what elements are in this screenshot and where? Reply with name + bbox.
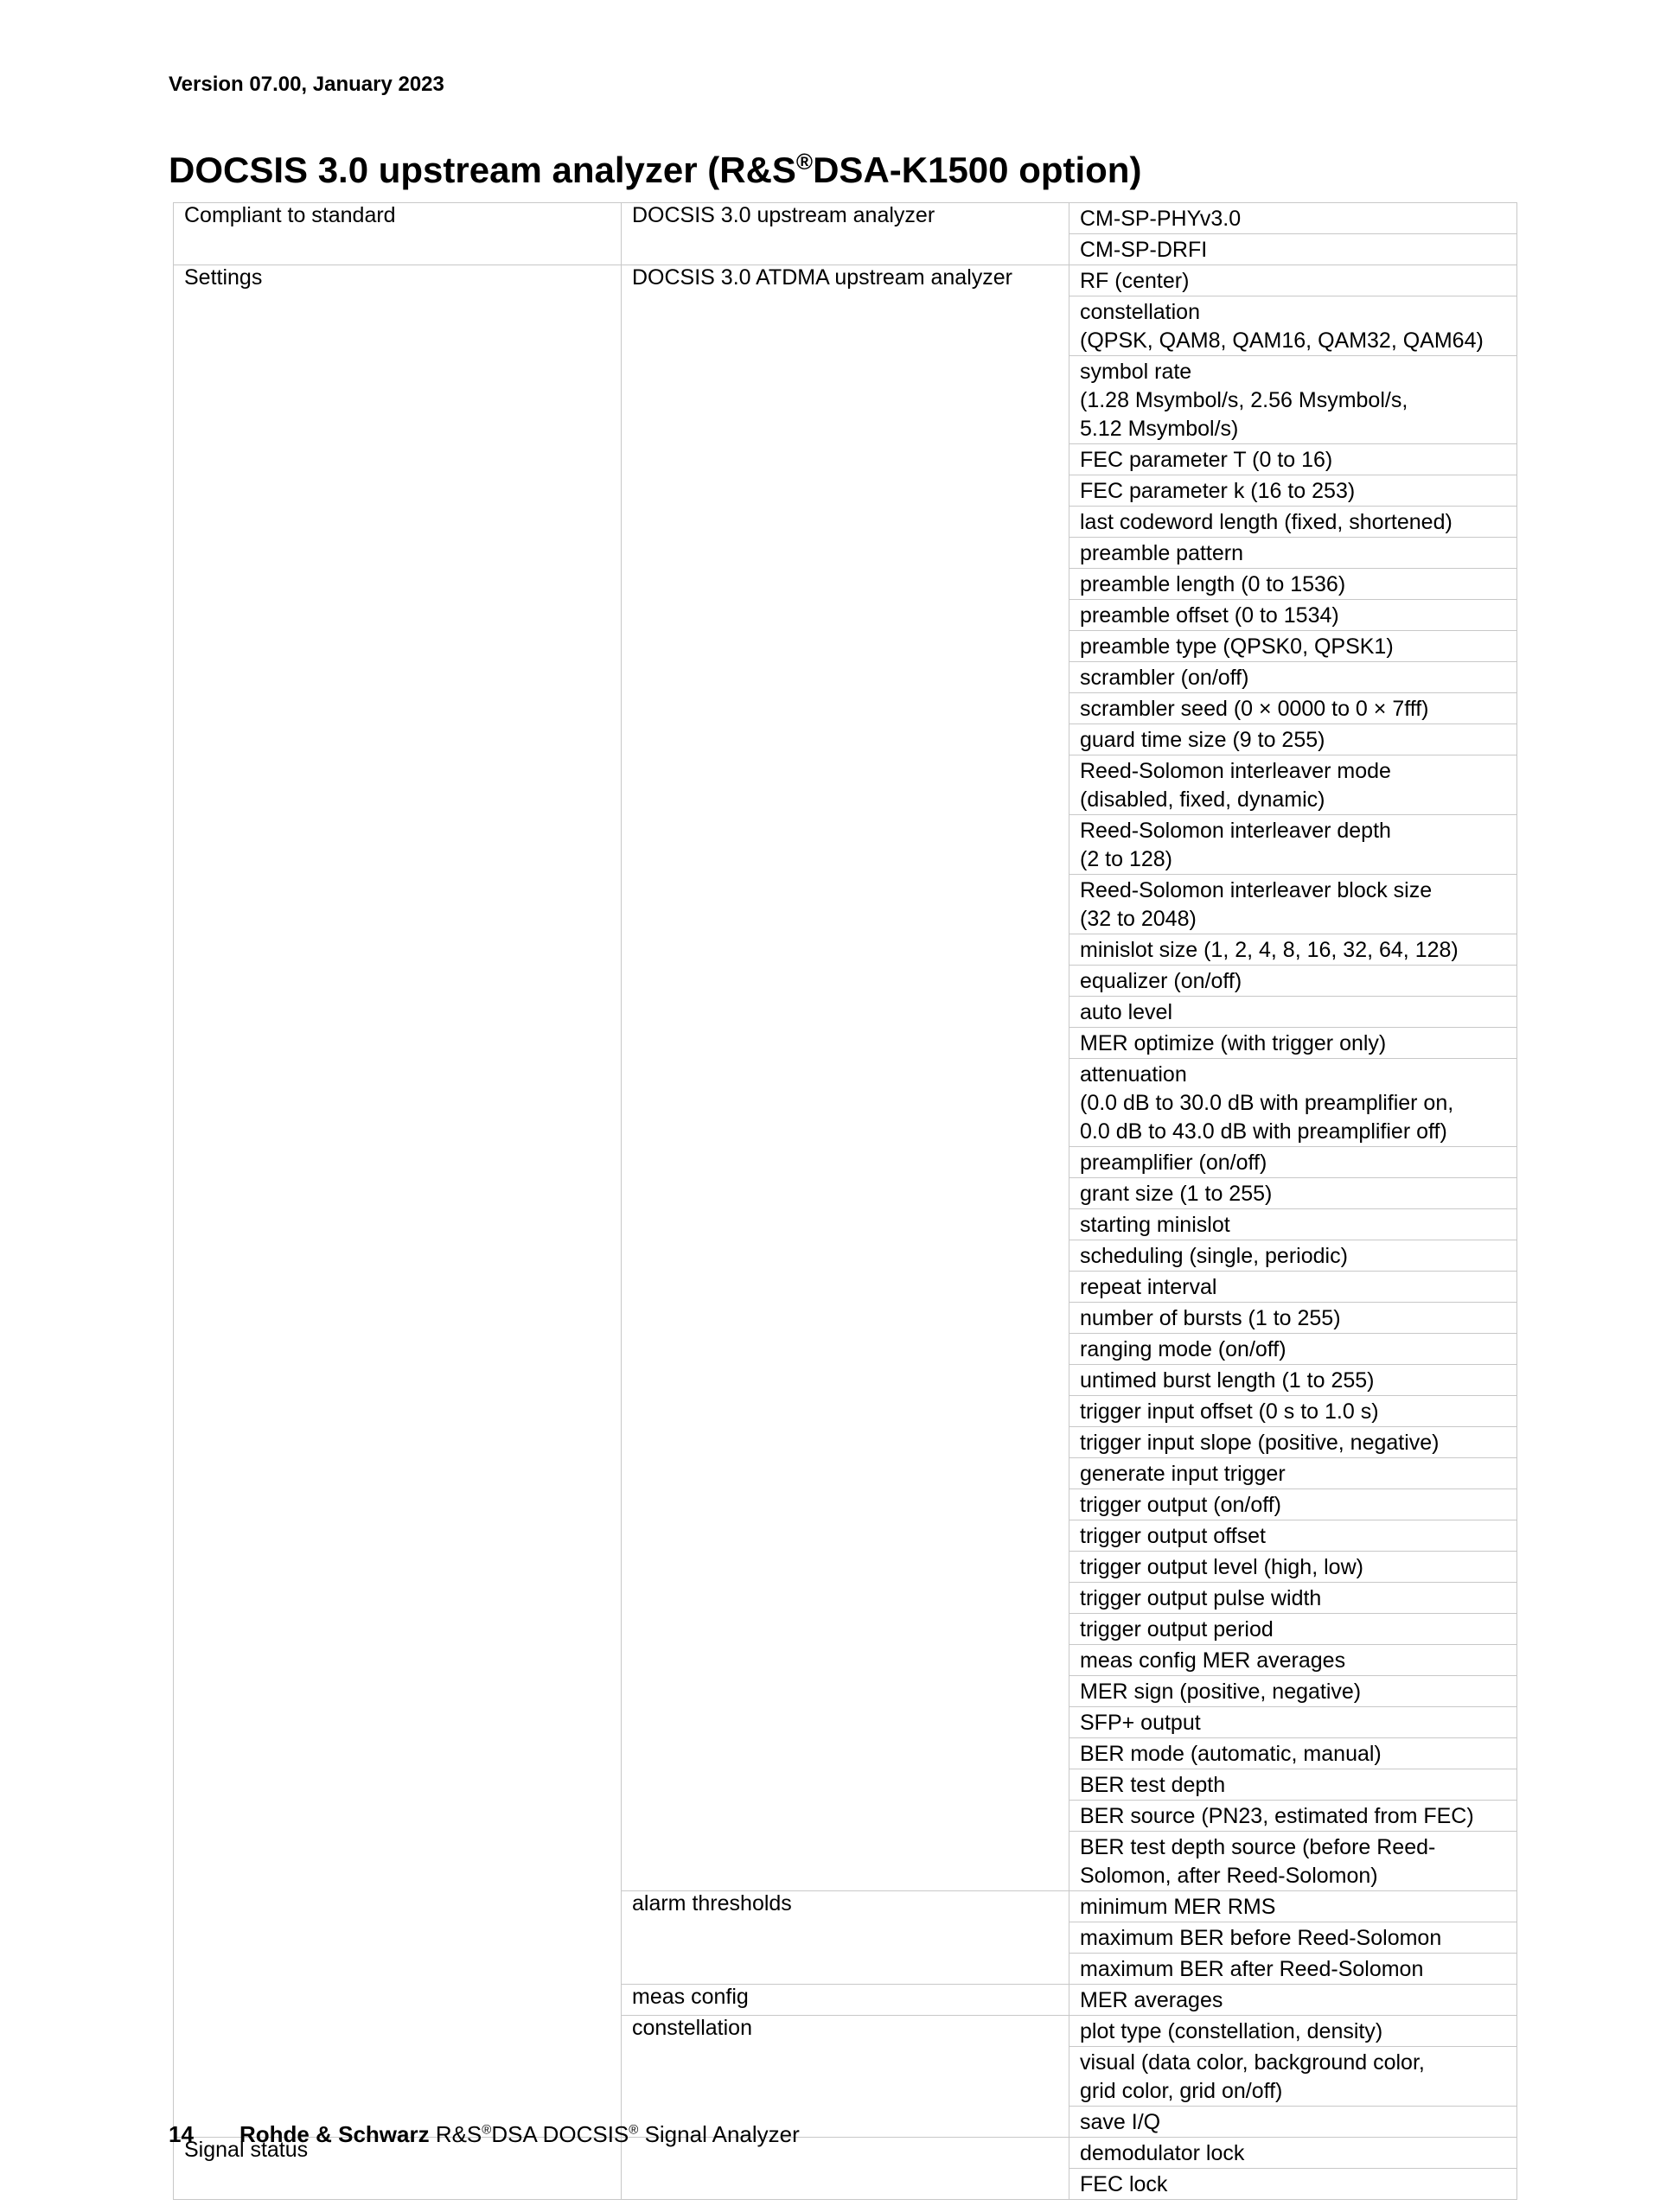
footer-product-post: Signal Analyzer <box>638 2121 800 2147</box>
value-entry: trigger output level (high, low) <box>1069 1552 1516 1583</box>
value-entry: minimum MER RMS <box>1069 1891 1516 1922</box>
value-entry: grant size (1 to 255) <box>1069 1178 1516 1209</box>
page-footer <box>169 2121 800 2148</box>
value-entry: generate input trigger <box>1069 1458 1516 1489</box>
version-header: Version 07.00, January 2023 <box>169 73 444 96</box>
value-entry: untimed burst length (1 to 255) <box>1069 1365 1516 1396</box>
category-cell: Signal status <box>174 2138 622 2200</box>
value-entry: starting minislot <box>1069 1209 1516 1240</box>
value-entry: MER averages <box>1080 1988 1223 2012</box>
value-entry: preamble pattern <box>1069 538 1516 569</box>
value-entry: visual (data color, background color, grid color, grid on/off) <box>1069 2047 1516 2107</box>
value-entry: trigger input slope (positive, negative) <box>1069 1427 1516 1458</box>
value-entry: BER source (PN23, estimated from FEC) <box>1069 1801 1516 1832</box>
value-entry: FEC parameter k (16 to 253) <box>1069 475 1516 507</box>
values-cell <box>1069 203 1517 265</box>
table-row <box>174 203 1517 265</box>
footer-registered-mark-2: ® <box>629 2122 639 2138</box>
value-entry: BER mode (automatic, manual) <box>1069 1738 1516 1769</box>
item-cell: meas config <box>622 1985 1069 2016</box>
value-entry: ranging mode (on/off) <box>1069 1334 1516 1365</box>
item-cell: alarm thresholds <box>622 1891 1069 1985</box>
values-list <box>1069 2016 1516 2137</box>
spec-table <box>173 202 1517 2200</box>
value-entry: CM-SP-PHYv3.0 <box>1069 203 1516 234</box>
table-row <box>174 265 1517 1891</box>
item-cell: DOCSIS 3.0 ATDMA upstream analyzer <box>622 265 1069 1891</box>
value-entry: BER test depth <box>1069 1769 1516 1801</box>
value-entry: CM-SP-DRFI <box>1080 238 1208 262</box>
value-entry: preamble length (0 to 1536) <box>1069 569 1516 600</box>
value-entry: save I/Q <box>1080 2110 1161 2134</box>
value-entry: scheduling (single, periodic) <box>1069 1240 1516 1272</box>
value-entry: guard time size (9 to 255) <box>1069 724 1516 755</box>
category-cell: Settings <box>174 265 622 2138</box>
value-entry: repeat interval <box>1069 1272 1516 1303</box>
value-entry: demodulator lock <box>1069 2138 1516 2169</box>
value-entry: Reed-Solomon interleaver mode (disabled, fixed, dynamic) <box>1069 755 1516 815</box>
spec-table-body <box>174 203 1517 2200</box>
value-entry: BER test depth source (before Reed- Solomon, after Reed-Solomon) <box>1080 1835 1436 1888</box>
values-cell <box>1069 2016 1517 2138</box>
value-entry: plot type (constellation, density) <box>1069 2016 1516 2047</box>
value-entry: scrambler seed (0 × 0000 to 0 × 7fff) <box>1069 693 1516 724</box>
values-cell <box>1069 265 1517 1891</box>
value-entry: trigger output offset <box>1069 1520 1516 1552</box>
value-entry: MER optimize (with trigger only) <box>1069 1028 1516 1059</box>
value-entry: auto level <box>1069 997 1516 1028</box>
value-entry: number of bursts (1 to 255) <box>1069 1303 1516 1334</box>
value-entry: symbol rate (1.28 Msymbol/s, 2.56 Msymbol/s, 5.12 Msymbol/s) <box>1069 356 1516 444</box>
value-entry: FEC lock <box>1080 2172 1168 2196</box>
values-list <box>1069 1891 1516 1984</box>
value-entry: preamble type (QPSK0, QPSK1) <box>1069 631 1516 662</box>
value-entry: trigger output period <box>1069 1614 1516 1645</box>
item-cell: DOCSIS 3.0 upstream analyzer <box>622 203 1069 265</box>
value-entry: FEC parameter T (0 to 16) <box>1069 444 1516 475</box>
value-entry: meas config MER averages <box>1069 1645 1516 1676</box>
value-entry: last codeword length (fixed, shortened) <box>1069 507 1516 538</box>
registered-mark: ® <box>795 149 814 175</box>
values-list <box>1069 2138 1516 2199</box>
value-entry: attenuation (0.0 dB to 30.0 dB with preamplifier on, 0.0 dB to 43.0 dB with preamplifier off) <box>1069 1059 1516 1147</box>
footer-registered-mark-1: ® <box>482 2122 492 2138</box>
value-entry: equalizer (on/off) <box>1069 966 1516 997</box>
value-entry: RF (center) <box>1069 265 1516 296</box>
page-title <box>169 149 1141 191</box>
values-list <box>1069 265 1516 1890</box>
value-entry: preamble offset (0 to 1534) <box>1069 600 1516 631</box>
value-entry: trigger output (on/off) <box>1069 1489 1516 1520</box>
value-entry: Reed-Solomon interleaver block size (32 to 2048) <box>1069 875 1516 934</box>
value-entry: trigger input offset (0 s to 1.0 s) <box>1069 1396 1516 1427</box>
value-entry: minislot size (1, 2, 4, 8, 16, 32, 64, 128) <box>1069 934 1516 966</box>
value-entry: constellation (QPSK, QAM8, QAM16, QAM32, QAM64) <box>1069 296 1516 356</box>
value-entry: maximum BER before Reed-Solomon <box>1069 1922 1516 1954</box>
value-entry: scrambler (on/off) <box>1069 662 1516 693</box>
page-number: 14 <box>169 2121 194 2147</box>
value-entry: preamplifier (on/off) <box>1069 1147 1516 1178</box>
values-list <box>1069 203 1516 265</box>
title-text-post: DSA-K1500 option) <box>813 150 1142 190</box>
values-list <box>1069 1985 1516 2015</box>
value-entry: SFP+ output <box>1069 1707 1516 1738</box>
title-text-pre: DOCSIS 3.0 upstream analyzer (R&S <box>169 150 796 190</box>
footer-product-pre: R&S <box>429 2121 482 2147</box>
values-cell <box>1069 1985 1517 2016</box>
category-cell: Compliant to standard <box>174 203 622 265</box>
value-entry: MER sign (positive, negative) <box>1069 1676 1516 1707</box>
values-cell <box>1069 1891 1517 1985</box>
value-entry: trigger output pulse width <box>1069 1583 1516 1614</box>
item-cell: constellation <box>622 2016 1069 2138</box>
footer-brand: Rohde & Schwarz <box>239 2121 430 2147</box>
value-entry: maximum BER after Reed-Solomon <box>1080 1957 1424 1981</box>
values-cell <box>1069 2138 1517 2200</box>
value-entry: Reed-Solomon interleaver depth (2 to 128) <box>1069 815 1516 875</box>
footer-product-mid: DSA DOCSIS <box>491 2121 629 2147</box>
